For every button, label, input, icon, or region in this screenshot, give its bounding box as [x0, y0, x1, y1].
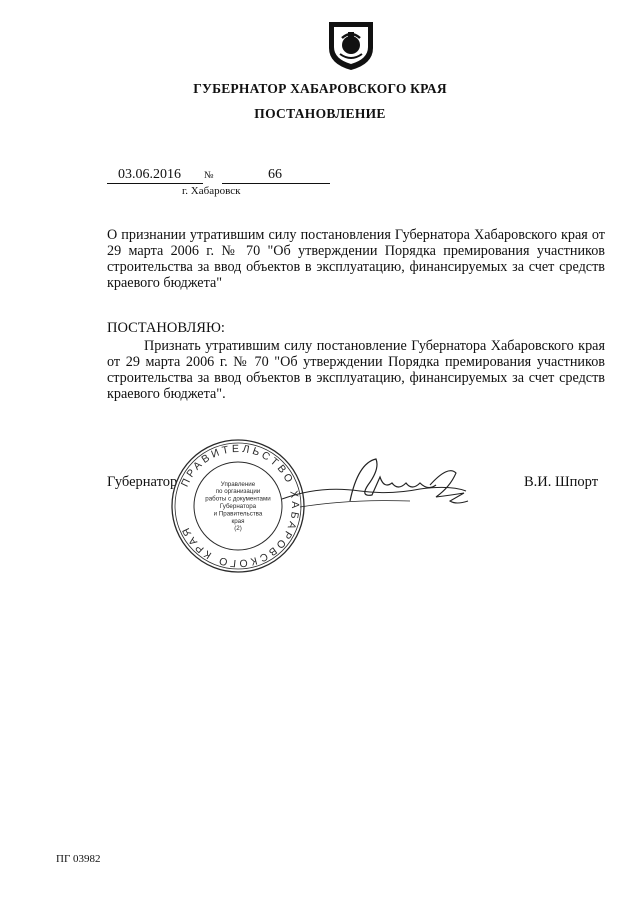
document-city: г. Хабаровск	[182, 185, 241, 197]
document-subject: О признании утратившим силу постановления Губернатора Хабаровского края от 29 марта 2006 г. № 70 "Об утверждении Порядка премирования участников строительства за ввод объектов в эксплуатацию, финансируемых за счет средств краевого бюджета"	[107, 227, 605, 291]
issuer-title: ГУБЕРНАТОР ХАБАРОВСКОГО КРАЯ	[193, 81, 447, 96]
resolution-keyword: ПОСТАНОВЛЯЮ:	[107, 320, 225, 336]
svg-text:работы с документами: работы с документами	[205, 495, 271, 503]
signer-name: В.И. Шпорт	[524, 474, 599, 490]
svg-text:ПРАВИТЕЛЬСТВО ХАБАРОВСКОГО КРА: ПРАВИТЕЛЬСТВО ХАБАРОВСКОГО КРАЯ	[178, 442, 302, 570]
coat-of-arms-icon	[326, 18, 376, 72]
svg-text:края: края	[231, 517, 245, 525]
document-date: 03.06.2016	[118, 167, 181, 182]
date-underline	[107, 183, 203, 184]
document-id: ПГ 03982	[56, 853, 101, 865]
resolution-text: Признать утратившим силу постановление Губернатора Хабаровского края от 29 марта 2006 г. № 70 "Об утверждении Порядка премирования участников строительства за ввод объектов в эксплуатацию, финансируемых за счет средств краевого бюджета".	[107, 338, 605, 402]
number-underline	[222, 183, 330, 184]
svg-text:(2): (2)	[234, 525, 242, 533]
document-number: 66	[268, 167, 282, 182]
number-sign: №	[204, 170, 214, 181]
svg-text:Управление: Управление	[220, 480, 256, 488]
svg-text:по организации: по организации	[215, 488, 261, 496]
svg-text:Губернатора: Губернатора	[219, 503, 257, 510]
svg-text:и Правительства: и Правительства	[213, 510, 263, 518]
document-type: ПОСТАНОВЛЕНИЕ	[254, 106, 386, 121]
signer-title: Губернатор	[107, 474, 178, 490]
handwritten-signature-icon	[280, 455, 470, 525]
